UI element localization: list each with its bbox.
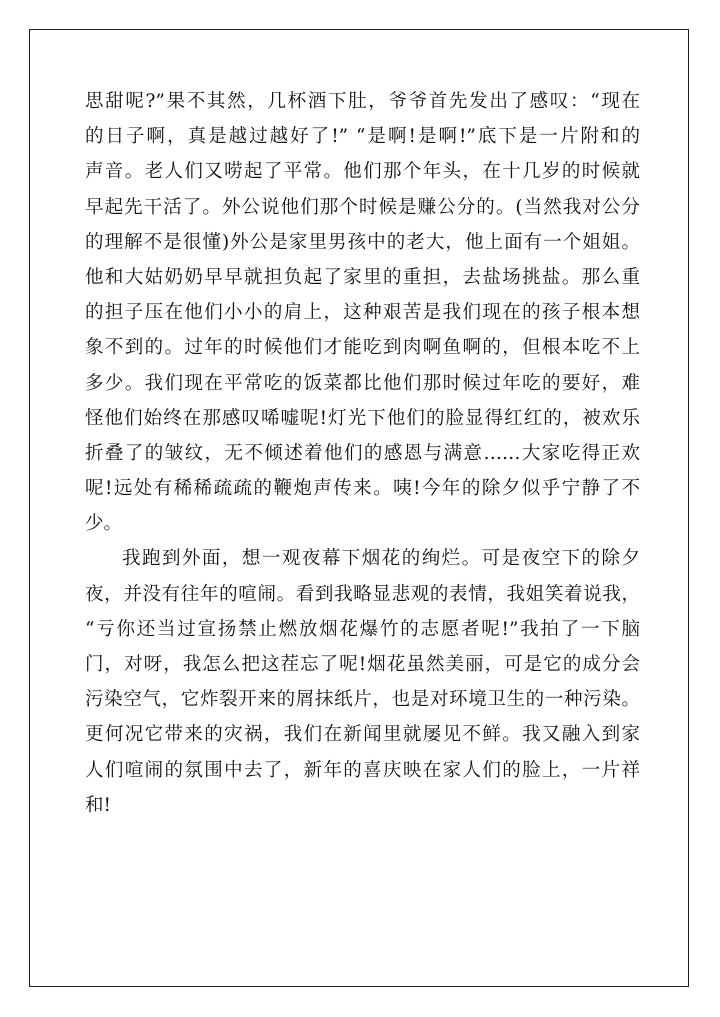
text-line: 污染空气，它炸裂开来的屑抹纸片，也是对环境卫生的一种污染。 — [85, 689, 640, 711]
text-line: 呢!远处有稀稀疏疏的鞭炮声传来。咦!今年的除夕似乎宁静了不 — [85, 478, 640, 500]
text-line: 的担子压在他们小小的肩上，这种艰苦是我们现在的孩子根本想 — [85, 302, 640, 324]
text-line: 夜，并没有往年的喧闹。看到我略显悲观的表情，我姐笑着说我， — [85, 583, 640, 605]
text-line: 象不到的。过年的时候他们才能吃到肉啊鱼啊的，但根本吃不上 — [85, 337, 640, 359]
text-line: 怪他们始终在那感叹唏嘘呢!灯光下他们的脸显得红红的，被欢乐 — [85, 407, 640, 429]
document-body — [85, 84, 640, 823]
text-line: 折叠了的皱纹，无不倾述着他们的感恩与满意……大家吃得正欢 — [85, 442, 640, 464]
text-line: 思甜呢?”果不其然，几杯酒下肚，爷爷首先发出了感叹：“现在 — [85, 91, 640, 112]
text-line: 的理解不是很懂)外公是家里男孩中的老大，他上面有一个姐姐。 — [85, 231, 640, 253]
text-line: 早起先干活了。外公说他们那个时候是赚公分的。(当然我对公分 — [85, 196, 640, 218]
paragraph-end-line: 和! — [85, 794, 111, 816]
paragraph-end-line: 少。 — [85, 513, 123, 535]
text-line: 声音。老人们又唠起了平常。他们那个年头，在十几岁的时候就 — [85, 161, 640, 183]
text-line: 他和大姑奶奶早早就担负起了家里的重担，去盐场挑盐。那么重 — [85, 266, 640, 288]
text-line: 门，对呀，我怎么把这茬忘了呢!烟花虽然美丽，可是它的成分会 — [85, 654, 640, 675]
text-line: “亏你还当过宣扬禁止燃放烟花爆竹的志愿者呢!”我拍了一下脑 — [85, 618, 640, 640]
text-line: 人们喧闹的氛围中去了，新年的喜庆映在家人们的脸上，一片祥 — [85, 759, 640, 781]
text-line: 更何况它带来的灾祸，我们在新闻里就屡见不鲜。我又融入到家 — [85, 724, 640, 746]
paragraph-start-line: 我跑到外面，想一观夜幕下烟花的绚烂。可是夜空下的除夕 — [122, 548, 640, 570]
text-line: 的日子啊，真是越过越好了!” “是啊!是啊!”底下是一片附和的 — [85, 126, 640, 148]
text-line: 多少。我们现在平常吃的饭菜都比他们那时候过年吃的要好，难 — [85, 372, 640, 394]
